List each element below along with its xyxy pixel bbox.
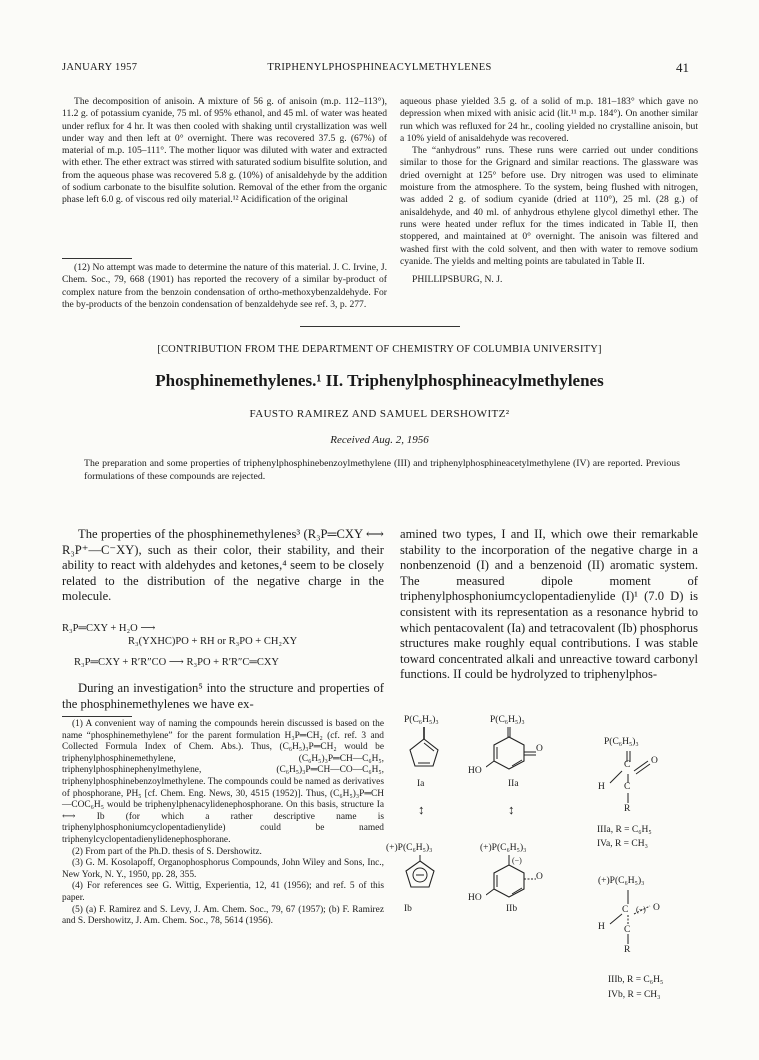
- label-IIIa: IIIa, R = C₆H₅: [597, 825, 652, 835]
- structure-Ia-p-group: P(C₆H₅)₃: [404, 715, 439, 725]
- footnote-5: (5) (a) F. Ramirez and S. Levy, J. Am. Chem. Soc., 79, 67 (1957); (b) F. Ramirez and S. Dershowitz, J. Am. Chem. Soc., 78, 5614 (1956).: [62, 904, 384, 927]
- structure-Ib-ring: [400, 855, 440, 895]
- label-IIa: IIa: [508, 779, 519, 789]
- structure-IIb-hydroxyl: HO: [468, 893, 482, 903]
- structure-IIIa-hydrogen: H: [598, 782, 605, 792]
- footnote-3: (3) G. M. Kosolapoff, Organophosphorus Compounds, John Wiley and Sons, Inc., New York, N. Y., 1950, pp. 28, 355.: [62, 858, 384, 880]
- label-IVa: IVa, R = CH₃: [597, 839, 648, 849]
- structure-IIb-ring: [486, 855, 546, 910]
- anisic-acid-paragraph: aqueous phase yielded 3.5 g. of a solid of m.p. 181–183° which gave no depression when mixed with anisic acid (lit.¹¹ m.p. 184°). On another similar run which was refluxed for 24 hr., cooling yielded no crystalline anisoin, but a 10% yield of anisaldehyde was recovered.: [400, 96, 698, 144]
- body-right-text: amined two types, I and II, which owe their remarkable stability to the incorporation of the negative charge in a nonbenzenoid (I) and a benzenoid (II) aromatic system. The measured dipole moment of triphenylphosphoniumcyclopentadienylide (I)¹ (7.0 D) is consistent with its representation as a resonance hybrid to which pentacovalent (Ia) and tetracovalent (Ib) phosphorus structures make roughly equal contributions. I was stable toward concentrated alkali and unreactive toward carbonyl functions. II could be hydrolyzed to triphenylphos-: [400, 527, 698, 682]
- article-separator-rule: [300, 326, 460, 327]
- running-header: [0, 62, 759, 78]
- header-date: JANUARY 1957: [62, 62, 138, 73]
- structure-IIIa-oxygen: O: [651, 756, 658, 766]
- structure-IIIb-charge: (−): [636, 905, 646, 914]
- header-running-title: TRIPHENYLPHOSPHINEACYLMETHYLENES: [267, 62, 492, 73]
- structure-IIa-oxygen: O: [536, 744, 543, 754]
- previous-article-left-column: [62, 96, 387, 207]
- equation-carbonyl-reaction: R₃P═CXY + R′R″CO ⟶ R₃PO + R′R″C═CXY: [74, 657, 280, 668]
- structure-IIIa-carbon: C: [624, 760, 631, 770]
- structure-IIb-p-group: (+)P(C₆H₅)₃: [480, 843, 527, 853]
- footnote-4: (4) For references see G. Wittig, Experientia, 12, 41 (1956); and ref. 5 of this paper.: [62, 881, 384, 903]
- structure-IIIb-carbon: C: [622, 905, 629, 915]
- previous-article-right-column: [400, 96, 698, 286]
- structure-IIIb-hydrogen: H: [598, 922, 605, 932]
- structure-IIa-ring: [486, 727, 546, 782]
- received-date: Received Aug. 2, 1956: [330, 434, 429, 446]
- footnotes-block: [62, 719, 384, 928]
- structure-IIIa-p-group: P(C₆H₅)₃: [604, 737, 639, 747]
- place-signature: PHILLIPSBURG, N. J.: [412, 274, 503, 286]
- structure-IIIa-r-group: R: [624, 804, 631, 814]
- structure-IIIb-r-group: R: [624, 945, 631, 955]
- structure-IIIb-p-group: (+)P(C₆H₅)₃: [598, 876, 645, 886]
- structure-IIb-charge: (−): [512, 856, 522, 865]
- equation-hydrolysis-line2: R₃(YXHC)PO + RH or R₃PO + CH₂XY: [128, 636, 298, 647]
- structure-IIIa-carbon-2: C: [624, 782, 631, 792]
- article-abstract: The preparation and some properties of triphenylphosphinebenzoylmethylene (III) and triphenylphosphineacetylmethylene (IV) are reported. Previous formulations of these compounds are rejected.: [84, 458, 680, 482]
- structure-Ia-ring: [404, 727, 444, 779]
- article-authors: FAUSTO RAMIREZ AND SAMUEL DERSHOWITZ²: [249, 408, 510, 420]
- structure-Ib-p-group: (+)P(C₆H₅)₃: [386, 843, 433, 853]
- footnote-rule: [62, 258, 132, 259]
- resonance-arrow-II: ↕: [508, 802, 515, 817]
- label-IIIb: IIIb, R = C₆H₅: [608, 975, 664, 985]
- anhydrous-runs-paragraph: The “anhydrous” runs. These runs were carried out under conditions similar to those for the Grignard and similar reactions. The glassware was dried overnight at 125° before use. Dry nitrogen was used to eliminate moisture from the atmosphere. To the system, being flushed with nitrogen, was added 2 g. of sodium cyanide (dried at 110°), 25 ml. (28 g.) of anisaldehyde, and 40 ml. of anhydrous ethylene glycol dimethyl ether. The runs were heated under reflux for the times indicated in Table II, then stoppered, and maintained at 0° overnight. The anisoin was filtered and washed first with the cold solvent, and then with water to remove sodium cyanide. The yields and melting points are tabulated in Table II.: [400, 145, 698, 267]
- footnotes-rule: [62, 716, 132, 717]
- contribution-line: [CONTRIBUTION FROM THE DEPARTMENT OF CHEMISTRY OF COLUMBIA UNIVERSITY]: [157, 344, 602, 355]
- resonance-arrow-I: ↕: [418, 802, 425, 817]
- label-Ib: Ib: [404, 904, 412, 914]
- page-number: 41: [676, 60, 689, 75]
- body-left-investigation: During an investigation⁵ into the structure and properties of the phosphinemethylenes we have ex-: [62, 681, 384, 711]
- structure-IIIb-bonds: [580, 888, 670, 950]
- label-IVb: IVb, R = CH₃: [608, 990, 661, 1000]
- anisoin-decomposition-paragraph: The decomposition of anisoin. A mixture of 56 g. of anisoin (m.p. 112–113°), 11.2 g. of potassium cyanide, 75 ml. of 95% ethanol, and 45 ml. of water was heated under reflux for 4 hr. It was then cooled with shaking until crystallization was well under way and then left at 0° overnight. There was recovered 37.5 g. (67%) of material of m.p. 105–111°. The mother liquor was diluted with water and extracted with ether. The ether extract was stirred with saturated sodium bisulfite solution, and from the aqueous phase was recovered 5.8 g. (10%) of anisaldehyde by the addition of sodium carbonate to the bisulfite solution. Removal of the ether from the organic phase left 6.0 g. of viscous red oily material.¹² Acidification of the original: [62, 96, 387, 206]
- body-left-intro: The properties of the phosphinemethylenes³ (R₃P═CXY ⟷ R₃P⁺—C⁻XY), such as their color, their stability, and their ability to react with aldehydes and ketones,⁴ seem to be closely related to the distribution of the negative charge in the molecule.: [62, 527, 384, 604]
- structure-IIa-p-group: P(C₆H₅)₃: [490, 715, 525, 725]
- label-Ia: Ia: [417, 779, 425, 789]
- footnote-2: (2) From part of the Ph.D. thesis of S. Dershowitz.: [72, 846, 262, 857]
- label-IIb: IIb: [506, 904, 518, 914]
- structure-IIIb-carbon-2: C: [624, 925, 631, 935]
- footnote-1: (1) A convenient way of naming the compounds herein discussed is based on the name “phosphinemethylene” for the parent formulation H₃P═CH₂ (cf. ref. 3 and Collected Formula Index of Chem. Abs.). Thus, (C₆H₅)₃P═CH₂ would be triphenylphosphinemethylene, (C₆H₅)₃P═CH—C₆H₅, triphenylphosphinephenylmethylene, (C₆H₅)₃P═CH—CO—C₆H₅, triphenylphosphinebenzoylmethylene. The compounds could be named as derivatives of phosphorane, PH₅ [cf. Chem. Eng. News, 30, 4515 (1952)]. Thus, (C₆H₅)₃P═CH—COC₆H₅ would be triphenylphenacylidenephosphorane. On this basis, structure Ia ⟷ Ib (for which a rather descriptive name is triphenylphosphoniumcyclopentadienylide) could be named triphenylcyclopentadienylidenephosphorane.: [62, 719, 384, 845]
- structure-IIb-oxygen: O: [536, 872, 543, 882]
- equation-hydrolysis-line1: R₃P═CXY + H₂O ⟶: [62, 623, 156, 634]
- structure-IIa-hydroxyl: HO: [468, 766, 482, 776]
- footnote-12: (12) No attempt was made to determine the nature of this material. J. C. Irvine, J. Chem. Soc., 79, 668 (1901) has reported the recovery of a similar by-product of complex nature from the benzoin condensation of ortho-methoxybenzaldehyde. For the by-products of the benzoin condensation of benzaldehyde see ref. 3, p. 277.: [62, 262, 387, 310]
- structure-IIIb-oxygen: O: [653, 903, 660, 913]
- article-title: Phosphinemethylenes.¹ II. Triphenylphosphineacylmethylenes: [155, 371, 604, 390]
